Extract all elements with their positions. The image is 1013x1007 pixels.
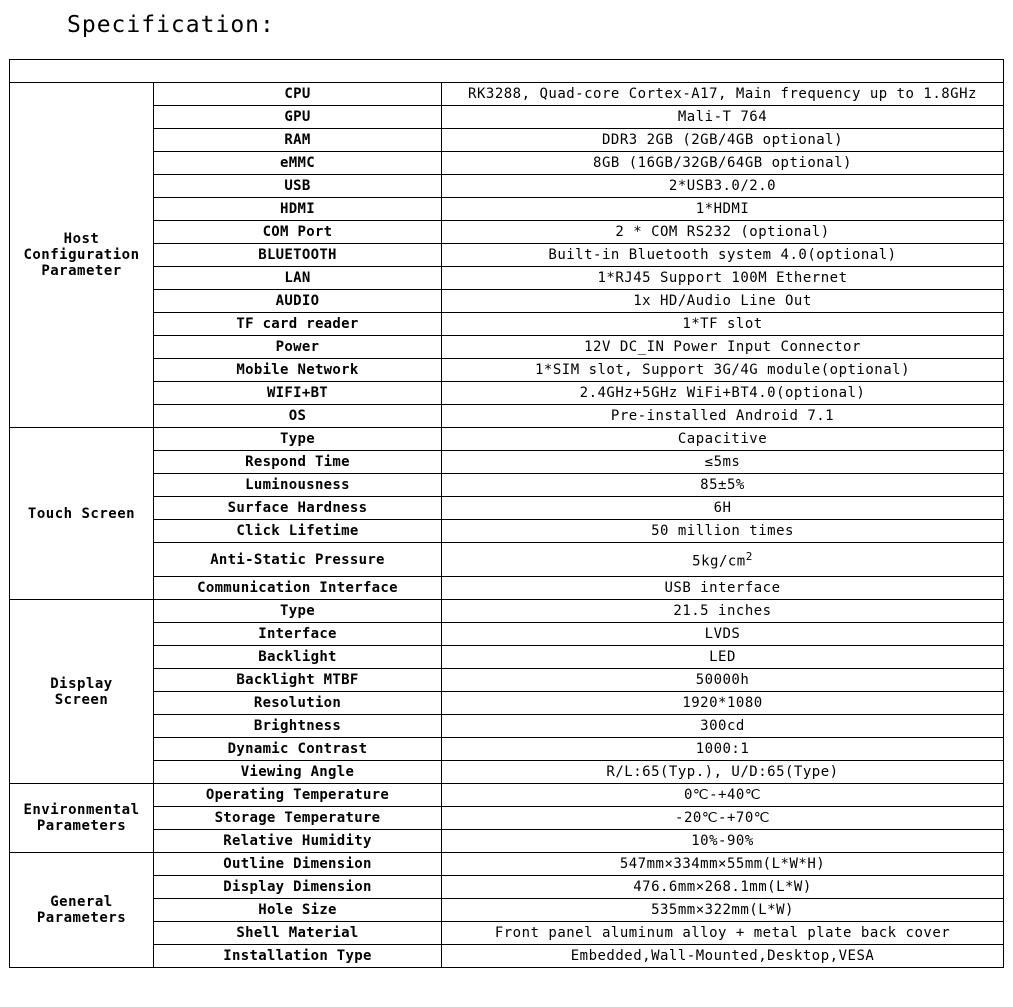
parameter-name: Relative Humidity	[154, 830, 442, 853]
parameter-name: Hole Size	[154, 899, 442, 922]
parameter-value: Capacitive	[442, 428, 1004, 451]
parameter-name: BLUETOOTH	[154, 244, 442, 267]
parameter-value: 1920*1080	[442, 692, 1004, 715]
table-row	[10, 784, 1004, 807]
table-row	[10, 899, 1004, 922]
table-row	[10, 244, 1004, 267]
table-row	[10, 761, 1004, 784]
parameter-value: 300cd	[442, 715, 1004, 738]
parameter-value: 6H	[442, 497, 1004, 520]
parameter-value: 50000h	[442, 669, 1004, 692]
table-row	[10, 405, 1004, 428]
table-row	[10, 83, 1004, 106]
parameter-name: Anti-Static Pressure	[154, 543, 442, 577]
parameter-value: 1000:1	[442, 738, 1004, 761]
table-row	[10, 106, 1004, 129]
table-row	[10, 600, 1004, 623]
table-row	[10, 267, 1004, 290]
parameter-name: USB	[154, 175, 442, 198]
parameter-value: 2.4GHz+5GHz WiFi+BT4.0(optional)	[442, 382, 1004, 405]
parameter-value: USB interface	[442, 577, 1004, 600]
parameter-value: 547mm×334mm×55mm(L*W*H)	[442, 853, 1004, 876]
parameter-name: GPU	[154, 106, 442, 129]
group-label: Host Configuration Parameter	[10, 83, 154, 428]
table-row	[10, 382, 1004, 405]
table-row	[10, 451, 1004, 474]
table-row	[10, 945, 1004, 968]
group-label: Display Screen	[10, 600, 154, 784]
parameter-value: 1*SIM slot, Support 3G/4G module(optional)	[442, 359, 1004, 382]
table-row	[10, 152, 1004, 175]
parameter-value: Mali-T 764	[442, 106, 1004, 129]
table-row	[10, 623, 1004, 646]
parameter-name: Power	[154, 336, 442, 359]
parameter-name: Surface Hardness	[154, 497, 442, 520]
parameter-name: WIFI+BT	[154, 382, 442, 405]
parameter-name: Dynamic Contrast	[154, 738, 442, 761]
parameter-value: Built-in Bluetooth system 4.0(optional)	[442, 244, 1004, 267]
parameter-name: Display Dimension	[154, 876, 442, 899]
group-label: Touch Screen	[10, 428, 154, 600]
parameter-value: 1*RJ45 Support 100M Ethernet	[442, 267, 1004, 290]
parameter-name: Mobile Network	[154, 359, 442, 382]
parameter-value: 1*HDMI	[442, 198, 1004, 221]
table-row	[10, 313, 1004, 336]
parameter-value: R/L:65(Typ.), U/D:65(Type)	[442, 761, 1004, 784]
group-label: General Parameters	[10, 853, 154, 968]
table-row	[10, 669, 1004, 692]
parameter-name: TF card reader	[154, 313, 442, 336]
parameter-value: RK3288, Quad-core Cortex-A17, Main frequency up to 1.8GHz	[442, 83, 1004, 106]
table-row	[10, 175, 1004, 198]
parameter-name: OS	[154, 405, 442, 428]
parameter-value: -20℃-+70℃	[442, 807, 1004, 830]
parameter-name: Type	[154, 600, 442, 623]
parameter-value: 535mm×322mm(L*W)	[442, 899, 1004, 922]
parameter-value: DDR3 2GB (2GB/4GB optional)	[442, 129, 1004, 152]
parameter-value: $5kg/cm^2$	[442, 543, 1004, 577]
parameter-name: COM Port	[154, 221, 442, 244]
table-row	[10, 577, 1004, 600]
parameter-value: Front panel aluminum alloy + metal plate back cover	[442, 922, 1004, 945]
parameter-value: 8GB (16GB/32GB/64GB optional)	[442, 152, 1004, 175]
parameter-name: Interface	[154, 623, 442, 646]
table-row	[10, 474, 1004, 497]
parameter-value: 0℃-+40℃	[442, 784, 1004, 807]
parameter-name: Communication Interface	[154, 577, 442, 600]
parameter-name: CPU	[154, 83, 442, 106]
table-row	[10, 922, 1004, 945]
parameter-value: 12V DC_IN Power Input Connector	[442, 336, 1004, 359]
table-row	[10, 359, 1004, 382]
parameter-value: 85±5%	[442, 474, 1004, 497]
table-row	[10, 520, 1004, 543]
parameter-value: ≤5ms	[442, 451, 1004, 474]
parameter-value: 1*TF slot	[442, 313, 1004, 336]
table-row	[10, 807, 1004, 830]
parameter-name: Respond Time	[154, 451, 442, 474]
parameter-name: Installation Type	[154, 945, 442, 968]
table-row	[10, 129, 1004, 152]
superscript: 2	[745, 550, 753, 564]
table-row	[10, 830, 1004, 853]
table-row	[10, 715, 1004, 738]
parameter-name: Click Lifetime	[154, 520, 442, 543]
table-header-cell	[10, 60, 1004, 83]
table-row	[10, 428, 1004, 451]
table-row	[10, 497, 1004, 520]
page-title: Specification:	[67, 12, 275, 38]
table-header-row	[10, 60, 1004, 83]
parameter-name: Storage Temperature	[154, 807, 442, 830]
table-row	[10, 876, 1004, 899]
parameter-name: Outline Dimension	[154, 853, 442, 876]
table-row	[10, 853, 1004, 876]
parameter-value: 2 * COM RS232 (optional)	[442, 221, 1004, 244]
table-row	[10, 646, 1004, 669]
table-row	[10, 543, 1004, 577]
parameter-value: LED	[442, 646, 1004, 669]
parameter-name: LAN	[154, 267, 442, 290]
parameter-name: Backlight MTBF	[154, 669, 442, 692]
parameter-value: 21.5 inches	[442, 600, 1004, 623]
parameter-name: AUDIO	[154, 290, 442, 313]
parameter-name: Resolution	[154, 692, 442, 715]
parameter-name: Operating Temperature	[154, 784, 442, 807]
parameter-value: 1x HD/Audio Line Out	[442, 290, 1004, 313]
table-row	[10, 738, 1004, 761]
parameter-name: RAM	[154, 129, 442, 152]
parameter-name: eMMC	[154, 152, 442, 175]
table-row	[10, 336, 1004, 359]
parameter-value: Embedded,Wall-Mounted,Desktop,VESA	[442, 945, 1004, 968]
parameter-name: Shell Material	[154, 922, 442, 945]
parameter-name: Viewing Angle	[154, 761, 442, 784]
parameter-name: Backlight	[154, 646, 442, 669]
parameter-name: Luminousness	[154, 474, 442, 497]
group-label: Environmental Parameters	[10, 784, 154, 853]
specification-table	[9, 59, 1004, 968]
parameter-value: LVDS	[442, 623, 1004, 646]
parameter-value: 10%-90%	[442, 830, 1004, 853]
parameter-value: Pre-installed Android 7.1	[442, 405, 1004, 428]
table-row	[10, 692, 1004, 715]
parameter-name: Brightness	[154, 715, 442, 738]
table-row	[10, 290, 1004, 313]
parameter-name: Type	[154, 428, 442, 451]
table-row	[10, 221, 1004, 244]
parameter-value: 50 million times	[442, 520, 1004, 543]
parameter-value: 476.6mm×268.1mm(L*W)	[442, 876, 1004, 899]
parameter-name: HDMI	[154, 198, 442, 221]
parameter-value: 2*USB3.0/2.0	[442, 175, 1004, 198]
table-row	[10, 198, 1004, 221]
